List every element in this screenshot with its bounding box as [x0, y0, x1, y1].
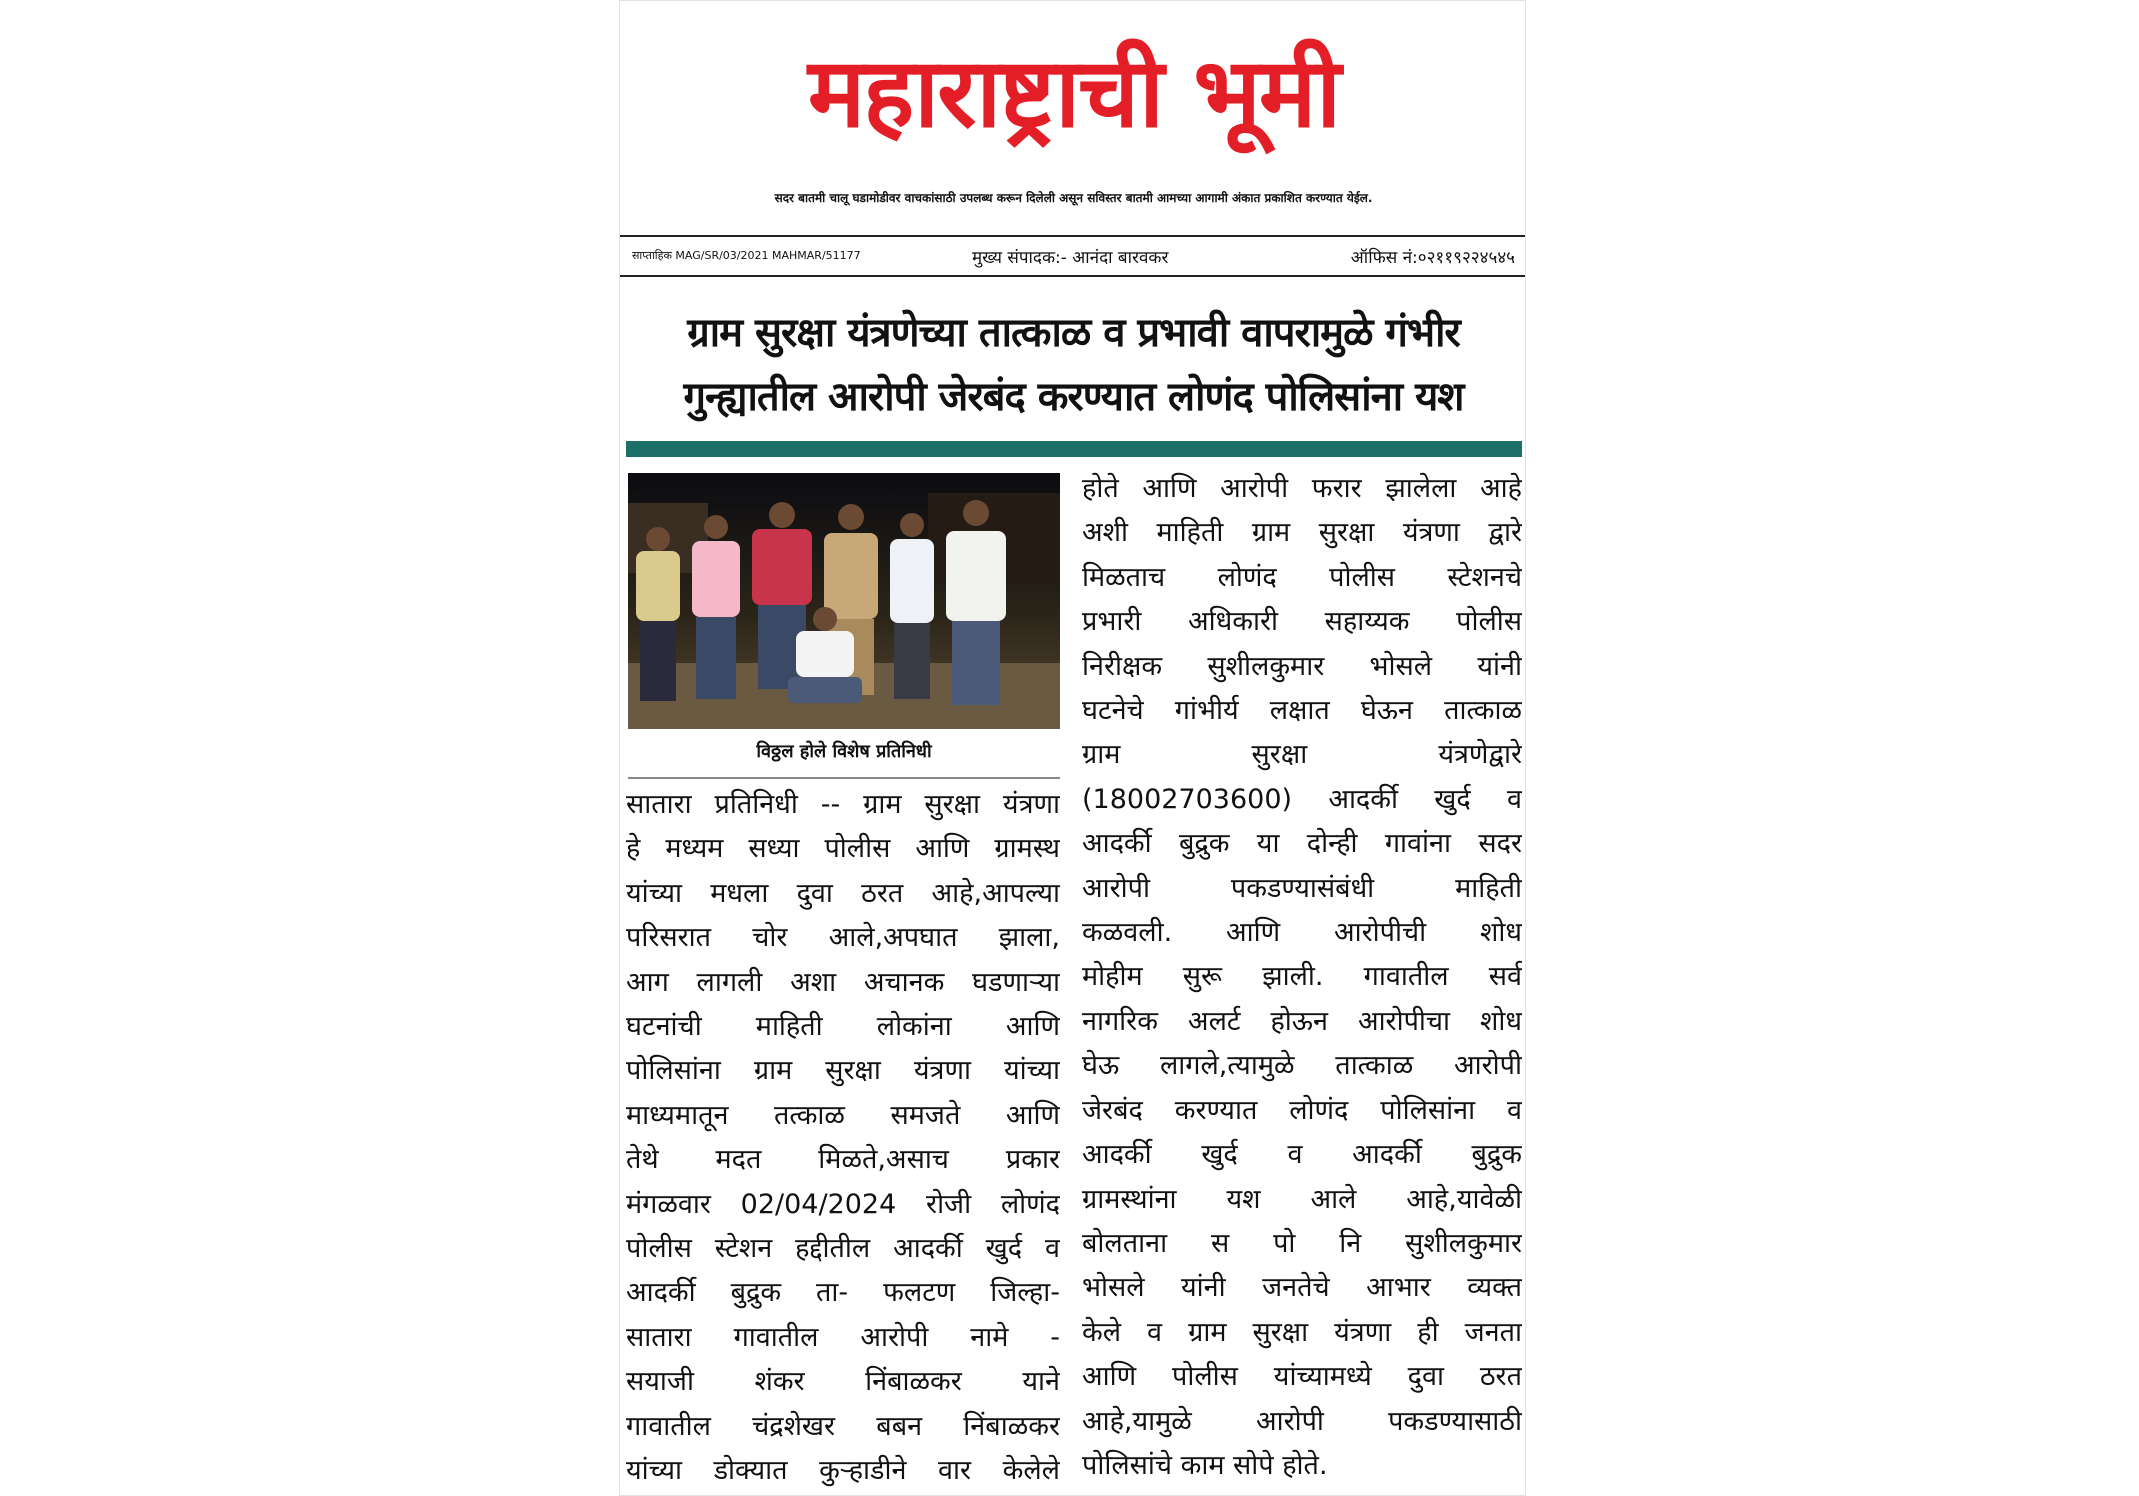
article-line: नागरिक अलर्ट होऊन आरोपीचा शोध	[1082, 1005, 1522, 1037]
article-line: घेऊ लागले,त्यामुळे तात्काळ आरोपी	[1082, 1050, 1522, 1082]
office-number: ऑफिस नं:०२११९२२४५४५	[1350, 248, 1515, 268]
article-line: तेथे मदत मिळते,असाच प्रकार	[626, 1144, 1060, 1176]
article-line: आदर्की खुर्द व आदर्की बुद्रुक	[1082, 1139, 1522, 1171]
article-line: आहे,यामुळे आरोपी पकडण्यासाठी	[1082, 1405, 1522, 1437]
article-right-column	[1082, 467, 1522, 1488]
article-line: पोलीस स्टेशन हद्दीतील आदर्की खुर्द व	[626, 1233, 1060, 1265]
article-line: सातारा प्रतिनिधी -- ग्राम सुरक्षा यंत्रणा	[626, 789, 1060, 820]
article-line: मंगळवार 02/04/2024 रोजी लोणंद	[626, 1188, 1060, 1220]
registration-number: साप्ताहिक MAG/SR/03/2021 MAHMAR/51177	[632, 249, 861, 262]
article-line: सयाजी शंकर निंबाळकर याने	[626, 1366, 1060, 1398]
article-line: यांच्या मधला दुवा ठरत आहे,आपल्या	[626, 877, 1060, 909]
masthead-disclaimer: सदर बातमी चालू घडामोडीवर वाचकांसाठी उपलब्ध करून दिलेली असून सविस्तर बातमी आमच्या आगामी अंकात प्रकाशित करण्यात येईल.	[774, 191, 1373, 205]
news-photo	[628, 473, 1060, 729]
article-line: आरोपी पकडण्यासंबंधी माहिती	[1082, 872, 1522, 904]
article-line: घटनांची माहिती लोकांना आणि	[626, 1011, 1060, 1043]
article-line: केले व ग्राम सुरक्षा यंत्रणा ही जनता	[1082, 1316, 1522, 1348]
article-line: बोलताना स पो नि सुशीलकुमार	[1082, 1227, 1522, 1259]
chief-editor: मुख्य संपादक:- आनंदा बारवकर	[972, 248, 1169, 268]
article-line: आदर्की बुद्रुक या दोन्ही गावांना सदर	[1082, 828, 1522, 860]
article-line: मोहीम सुरू झाली. गावातील सर्व	[1082, 961, 1522, 993]
top-rule	[620, 235, 1526, 237]
article-line: आणि पोलीस यांच्यामध्ये दुवा ठरत	[1082, 1361, 1522, 1393]
article-line: भोसले यांनी जनतेचे आभार व्यक्त	[1082, 1272, 1522, 1304]
article-line: माध्यमातून तत्काळ समजते आणि	[626, 1099, 1060, 1131]
article-line: गावातील चंद्रशेखर बबन निंबाळकर	[626, 1410, 1060, 1442]
group-photo-illustration	[628, 473, 1060, 729]
article-line: (18002703600) आदर्की खुर्द व	[1082, 783, 1522, 815]
masthead	[620, 23, 1526, 163]
article-line: होते आणि आरोपी फरार झालेला आहे	[1082, 473, 1522, 504]
article-line: घटनेचे गांभीर्य लक्षात घेऊन तात्काळ	[1082, 695, 1522, 727]
article-line: आग लागली अशा अचानक घडणाऱ्या	[626, 966, 1060, 998]
article-line: हे मध्यम सध्या पोलीस आणि ग्रामस्थ	[626, 833, 1060, 865]
article-left-column	[626, 783, 1060, 1494]
article-line: मिळताच लोणंद पोलीस स्टेशनचे	[1082, 561, 1522, 593]
article-line: निरीक्षक सुशीलकुमार भोसले यांनी	[1082, 650, 1522, 682]
article-line: कळवली. आणि आरोपीची शोध	[1082, 917, 1522, 949]
article-line: परिसरात चोर आले,अपघात झाला,	[626, 922, 1060, 954]
newspaper-page	[619, 0, 1526, 1496]
article-line: प्रभारी अधिकारी सहाय्यक पोलीस	[1082, 606, 1522, 638]
article-line: यांच्या डोक्यात कुऱ्हाडीने वार केलेले	[626, 1455, 1060, 1487]
article-line: जेरबंद करण्यात लोणंद पोलिसांना व	[1082, 1094, 1522, 1126]
headline-line: ग्राम सुरक्षा यंत्रणेच्या तात्काळ व प्रभावी वापरामुळे गंभीर	[687, 310, 1460, 356]
article-line: आदर्की बुद्रुक ता- फलटण जिल्हा-	[626, 1277, 1060, 1309]
article-headline	[620, 301, 1526, 429]
article-line: पोलिसांचे काम सोपे होते.	[1082, 1449, 1328, 1481]
caption-rule	[628, 777, 1060, 779]
photo-caption: विठ्ठल होले विशेष प्रतिनिधी	[756, 741, 932, 762]
article-line: ग्रामस्थांना यश आले आहे,यावेळी	[1082, 1183, 1522, 1215]
article-line: सातारा गावातील आरोपी नामे -	[626, 1321, 1060, 1353]
bottom-rule	[620, 275, 1526, 277]
headline-divider	[626, 441, 1522, 457]
article-line: ग्राम सुरक्षा यंत्रणेद्वारे	[1082, 739, 1522, 771]
info-bar	[632, 243, 1515, 269]
article-line: अशी माहिती ग्राम सुरक्षा यंत्रणा द्वारे	[1082, 517, 1522, 549]
newspaper-title: महाराष्ट्राची भूमी	[807, 37, 1340, 149]
headline-line: गुन्ह्यातील आरोपी जेरबंद करण्यात लोणंद पोलिसांना यश	[683, 374, 1464, 420]
article-line: पोलिसांना ग्राम सुरक्षा यंत्रणा यांच्या	[626, 1055, 1060, 1087]
